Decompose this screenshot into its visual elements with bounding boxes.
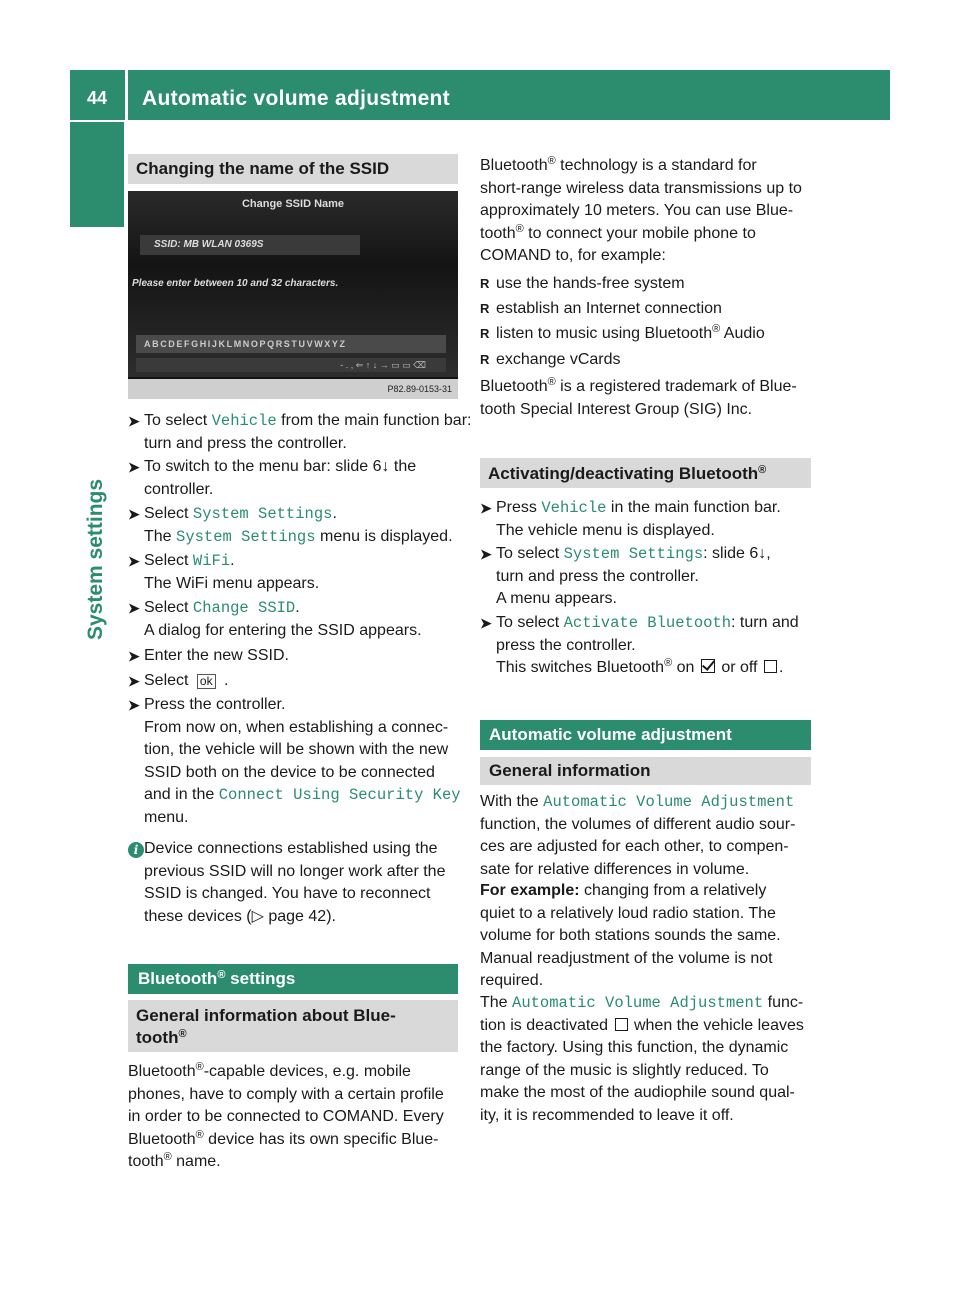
screen-ssid-field: SSID: MB WLAN 0369S [140,235,360,255]
info-icon: i [128,842,144,858]
step-select-ok: ➤ Select ok . [128,670,474,693]
slide-down-icon: 6↓ [372,458,390,475]
step-select-vehicle: ➤ To select Vehicle from the main function bar: turn and press the controller. [128,412,472,452]
ssid-heading: Changing the name of the SSID [128,154,458,184]
unchecked-box-icon [615,1018,628,1031]
list-item: R use the hands-free system [480,275,685,292]
list-item: R listen to music using Bluetooth® Audio [480,323,765,342]
list-item: R exchange vCards [480,351,621,368]
screen-keyboard: ABCDEFGHIJKLMNOPQRSTUVWXYZ [136,335,446,353]
auto-volume-heading: Automatic volume adjustment [480,720,811,750]
trademark-note: Bluetooth® is a registered trademark of Blue- tooth Special Interest Group (SIG) Inc. [480,376,797,418]
step-arrow-icon: ➤ [128,673,140,689]
step-arrow-icon: ➤ [480,615,492,631]
activate-bluetooth-heading: Activating/deactivating Bluetooth® [480,458,811,488]
page-number: 44 [86,88,108,108]
step-arrow-icon: ➤ [128,459,140,475]
step-enter-ssid: ➤ Enter the new SSID. [128,645,474,668]
header-divider [125,70,128,120]
general-info-bluetooth-heading: General information about Blue- tooth® [128,1000,458,1052]
bluetooth-intro: Bluetooth® technology is a standard for short-range wireless data transmissions up to approximately 10 meters. You can use Blue- tooth® to connect your mobile phone to COMAND to, for example: [480,155,802,264]
step-arrow-icon: ➤ [128,413,140,429]
step-arrow-icon: ➤ [128,506,140,522]
unchecked-box-icon [764,660,777,673]
deactivated-paragraph: The Automatic Volume Adjustment func- tion is deactivated when the vehicle leaves the factory. Using this function, the dynamic range of the music is slightly reduced. To make the most of the audiophile sound qual- ity, it is recommended to leave it off. [480,994,804,1124]
bluetooth-profile-paragraph: Bluetooth®-capable devices, e.g. mobile phones, have to comply with a certain profile in order to be connected to COMAND. Every Bluetooth® device has its own specific Blue- tooth® name. [128,1061,444,1170]
list-item: R establish an Internet connection [480,300,722,317]
step-arrow-icon: ➤ [128,553,140,569]
sidebar-label: System settings [84,478,107,640]
step-select-wifi: ➤ Select WiFi. The WiFi menu appears. [128,552,320,592]
screen-message: Please enter between 10 and 32 characters. [132,278,339,289]
step-activate-bluetooth: ➤ To select Activate Bluetooth: turn and press the controller. This switches Bluetooth® on or off . [480,614,799,676]
step-arrow-icon: ➤ [480,500,492,516]
step-arrow-icon: ➤ [128,697,140,713]
screen-keyboard-controls: - . , ⇐ ↑ ↓ → ▭ ▭ ⌫ [136,358,446,372]
step-switch-menu: ➤ To switch to the menu bar: slide 6↓ the controller. [128,458,417,498]
ok-key-icon: ok [197,674,216,689]
step-select-system-settings-bt: ➤ To select System Settings: slide 6↓, turn and press the controller. A menu appears. [480,545,771,607]
page-title: Automatic volume adjustment [142,87,450,110]
screen-caption: P82.89-0153-31 [128,379,458,399]
step-press-vehicle: ➤ Press Vehicle in the main function bar. The vehicle menu is displayed. [480,499,781,539]
general-info-heading: General information [480,757,811,785]
step-press-controller: ➤ Press the controller. From now on, when establishing a connec- tion, the vehicle will be shown with the new SSID both on the device to be connected and in the Connect Using Security Key menu. [128,696,461,826]
sidebar-block [70,122,124,227]
step-arrow-icon: ➤ [128,648,140,664]
screen-display [128,191,458,377]
ssid-screenshot [128,191,458,399]
info-note: Device connections established using the previous SSID will no longer work after the SSID is changed. You have to reconnect these devices (▷ page 42). [144,840,446,925]
example-paragraph: For example: changing from a relatively quiet to a relatively loud radio station. The volume for both stations sounds the same. Manual readjustment of the volume is not required. [480,882,781,989]
bluetooth-settings-heading: Bluetooth® settings [128,964,458,994]
screen-title: Change SSID Name [241,198,345,210]
checked-box-icon [701,659,715,673]
step-select-change-ssid: ➤ Select Change SSID. A dialog for entering the SSID appears. [128,599,422,639]
step-select-system-settings: ➤ Select System Settings. The System Settings menu is displayed. [128,505,453,546]
page-header [70,70,890,120]
auto-volume-paragraph: With the Automatic Volume Adjustment function, the volumes of different audio sour- ces are adjusted for each other, to compen- sate for relative differences in volume. [480,793,796,878]
step-arrow-icon: ➤ [480,546,492,562]
step-arrow-icon: ➤ [128,600,140,616]
